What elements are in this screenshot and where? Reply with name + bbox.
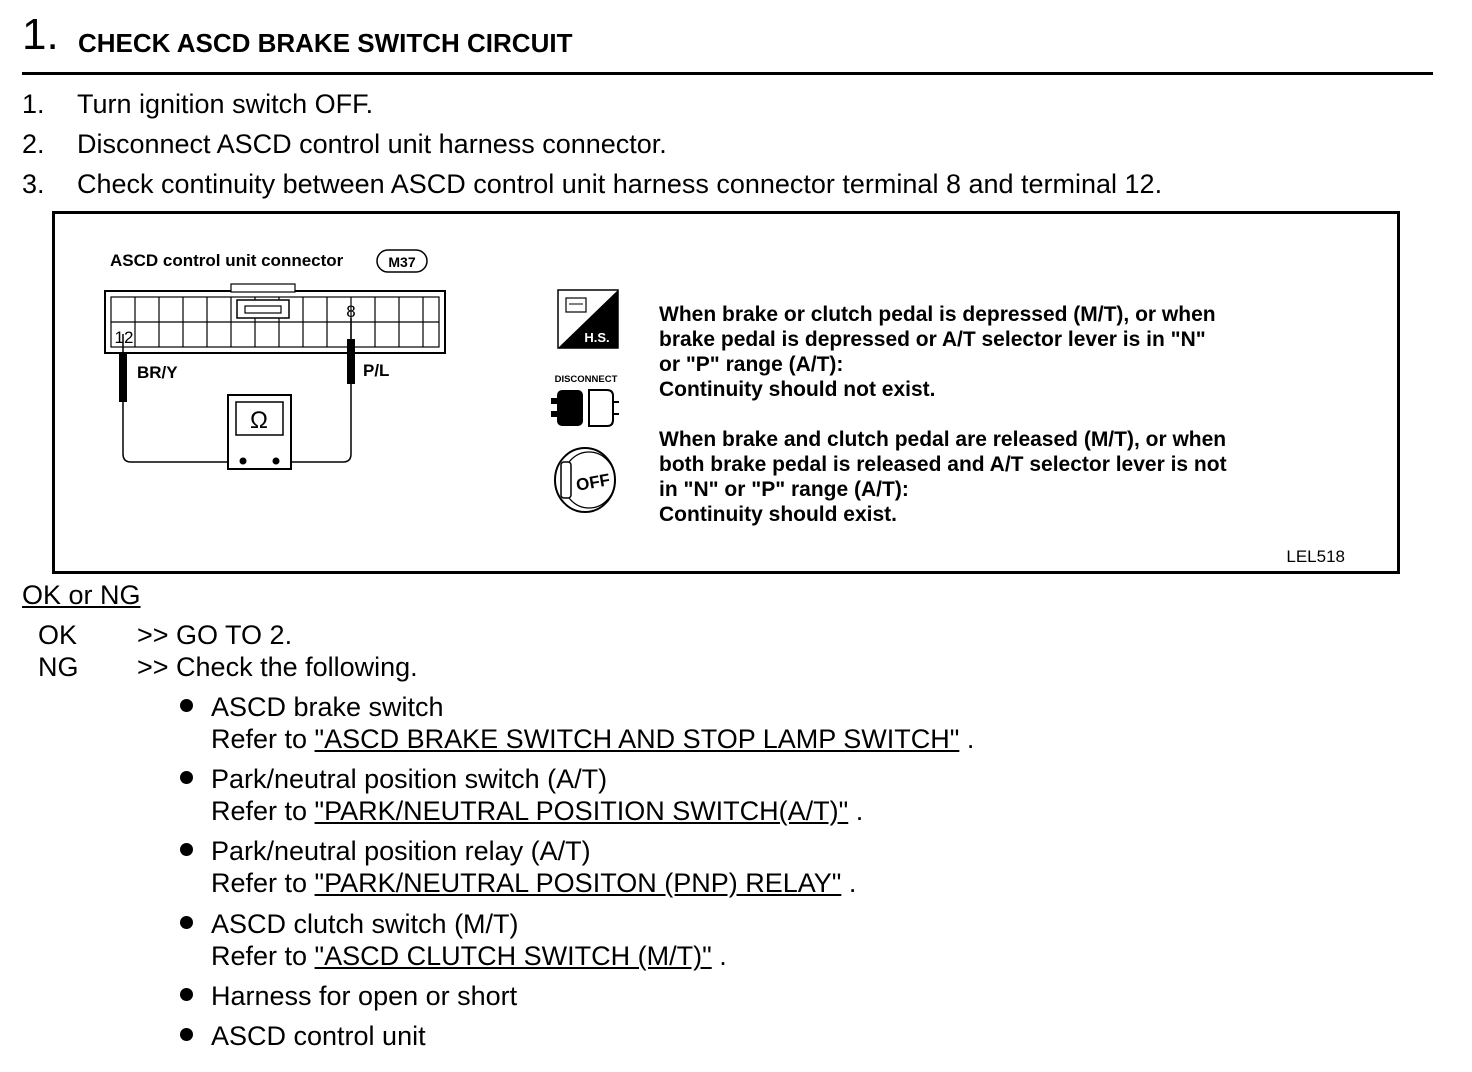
check-item-text: ASCD brake switch: [211, 692, 444, 722]
wire-color-right: P/L: [363, 361, 390, 380]
check-item-text: ASCD clutch switch (M/T): [211, 909, 519, 939]
check-reference: [211, 795, 863, 827]
wire-color-left: BR/Y: [137, 363, 178, 382]
check-reference: [211, 723, 974, 755]
reference-link-pnp-relay[interactable]: "PARK/NEUTRAL POSITON (PNP) RELAY": [314, 868, 842, 898]
hs-icon-label: H.S.: [584, 330, 610, 345]
condition-line: Continuity should not exist.: [659, 378, 936, 401]
refer-suffix: .: [959, 724, 975, 754]
step-num: 2.: [22, 129, 45, 159]
result-heading: OK or NG: [22, 580, 141, 610]
refer-suffix: .: [711, 941, 727, 971]
step-text: Check continuity between ASCD control unit harness connector terminal 8 and terminal 12.: [77, 169, 1163, 199]
check-reference: [211, 940, 727, 972]
check-item-text: Park/neutral position relay (A/T): [211, 836, 591, 866]
step-text: Turn ignition switch OFF.: [77, 89, 374, 119]
heading-divider: [22, 72, 1433, 75]
ok-key: OK: [38, 620, 78, 650]
reference-link-pnp-switch[interactable]: "PARK/NEUTRAL POSITION SWITCH(A/T)": [314, 796, 849, 826]
terminal-8-label: 8: [346, 302, 356, 321]
step-text: Disconnect ASCD control unit harness connector.: [77, 129, 667, 159]
check-item-text: Harness for open or short: [211, 981, 518, 1011]
bullet-icon: [180, 988, 193, 1001]
condition-line: both brake pedal is released and A/T selector lever is not: [659, 453, 1227, 476]
disconnect-icon: [551, 390, 619, 426]
condition-continuous: [659, 427, 1227, 527]
bullet-icon: [180, 771, 193, 784]
page-title: CHECK ASCD BRAKE SWITCH CIRCUIT: [78, 28, 573, 58]
reference-link-brake-switch[interactable]: "ASCD BRAKE SWITCH AND STOP LAMP SWITCH": [314, 724, 960, 754]
step-num: 1.: [22, 89, 45, 119]
instruction-step-2: [22, 128, 667, 160]
check-item-text: Park/neutral position switch (A/T): [211, 764, 608, 794]
check-item: [180, 763, 607, 795]
condition-line: or "P" range (A/T):: [659, 353, 844, 376]
condition-line: When brake and clutch pedal are released (M/T), or when: [659, 428, 1227, 451]
off-icon-label: OFF: [574, 470, 612, 495]
step-num: 3.: [22, 169, 45, 199]
ok-action: >> GO TO 2.: [137, 620, 293, 650]
bullet-icon: [180, 1028, 193, 1041]
check-reference: [211, 867, 856, 899]
condition-line: brake pedal is depressed or A/T selector lever is in "N": [659, 328, 1206, 351]
refer-prefix: Refer to: [211, 941, 315, 971]
condition-not-continuous: [659, 302, 1216, 402]
connector-code: M37: [388, 254, 416, 270]
condition-line: Continuity should exist.: [659, 503, 898, 526]
check-item: [180, 1020, 426, 1052]
check-item: [180, 908, 519, 940]
bullet-icon: [180, 916, 193, 929]
refer-suffix: .: [848, 796, 864, 826]
refer-prefix: Refer to: [211, 868, 315, 898]
connector-diagram: [105, 284, 445, 353]
condition-line: When brake or clutch pedal is depressed (M/T), or when: [659, 303, 1216, 326]
check-item: [180, 691, 444, 723]
ohm-symbol: Ω: [250, 407, 268, 434]
instruction-step-3: [22, 168, 1162, 200]
refer-prefix: Refer to: [211, 796, 315, 826]
step-number: 1.: [22, 10, 59, 59]
terminal-12-label: 12: [114, 328, 134, 347]
ng-key: NG: [38, 652, 79, 682]
condition-line: in "N" or "P" range (A/T):: [659, 478, 909, 501]
continuity-check-figure: [52, 211, 1400, 574]
check-item-text: ASCD control unit: [211, 1021, 426, 1051]
disconnect-icon-label: DISCONNECT: [554, 374, 618, 385]
check-item: [180, 980, 517, 1012]
check-item: [180, 835, 591, 867]
reference-link-clutch-switch[interactable]: "ASCD CLUTCH SWITCH (M/T)": [314, 941, 712, 971]
refer-prefix: Refer to: [211, 724, 315, 754]
bullet-icon: [180, 699, 193, 712]
connector-label: ASCD control unit connector: [110, 251, 344, 270]
instruction-step-1: [22, 88, 373, 120]
ng-action: >> Check the following.: [137, 652, 418, 682]
refer-suffix: .: [841, 868, 857, 898]
figure-code: LEL518: [1286, 547, 1345, 566]
bullet-icon: [180, 843, 193, 856]
